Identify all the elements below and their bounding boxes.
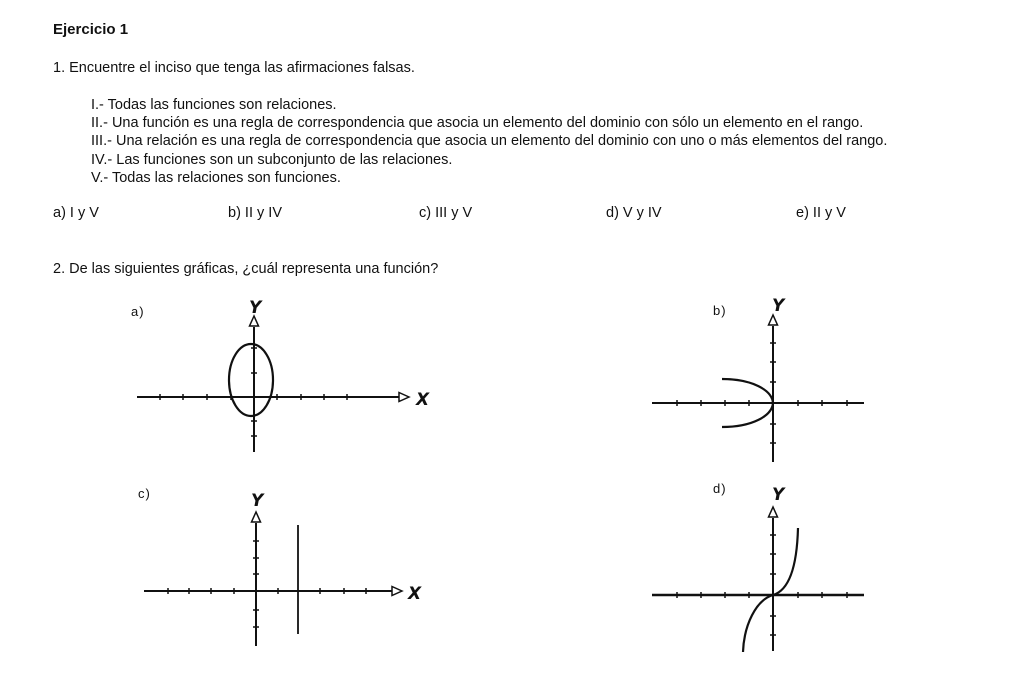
statement-3: III.- Una relación es una regla de correspondencia que asocia un elemento del dominio con uno o más elementos del rango. — [91, 133, 888, 149]
statement-4: IV.- Las funciones son un subconjunto de las relaciones. — [91, 152, 453, 168]
graph-a-x-label: X — [416, 390, 430, 410]
statement-1: I.- Todas las funciones son relaciones. — [91, 97, 337, 113]
option-c[interactable]: c) III y V — [419, 205, 473, 221]
statement-2: II.- Una función es una regla de correspondencia que asocia un elemento del dominio con sólo un elemento en el rango. — [91, 115, 864, 131]
option-b[interactable]: b) II y IV — [228, 205, 282, 221]
question-1-prompt: 1. Encuentre el inciso que tenga las afirmaciones falsas. — [53, 60, 415, 76]
graph-a-label: a) — [131, 304, 145, 319]
graph-c-y-label: Y — [251, 491, 264, 511]
option-e[interactable]: e) II y V — [796, 205, 846, 221]
exercise-title: Ejercicio 1 — [53, 21, 129, 38]
graph-c-x-label: X — [408, 584, 422, 604]
graph-b-label: b) — [713, 303, 727, 318]
question-2-prompt: 2. De las siguientes gráficas, ¿cuál representa una función? — [53, 261, 439, 277]
graph-a-y-label: Y — [249, 298, 262, 318]
option-a[interactable]: a) I y V — [53, 205, 99, 221]
option-d[interactable]: d) V y IV — [606, 205, 662, 221]
statement-5: V.- Todas las relaciones son funciones. — [91, 170, 341, 186]
graph-c-label: c) — [138, 486, 151, 501]
graph-d-y-label: Y — [772, 485, 785, 505]
graph-d-label: d) — [713, 481, 727, 496]
graph-b-y-label: Y — [772, 296, 785, 316]
